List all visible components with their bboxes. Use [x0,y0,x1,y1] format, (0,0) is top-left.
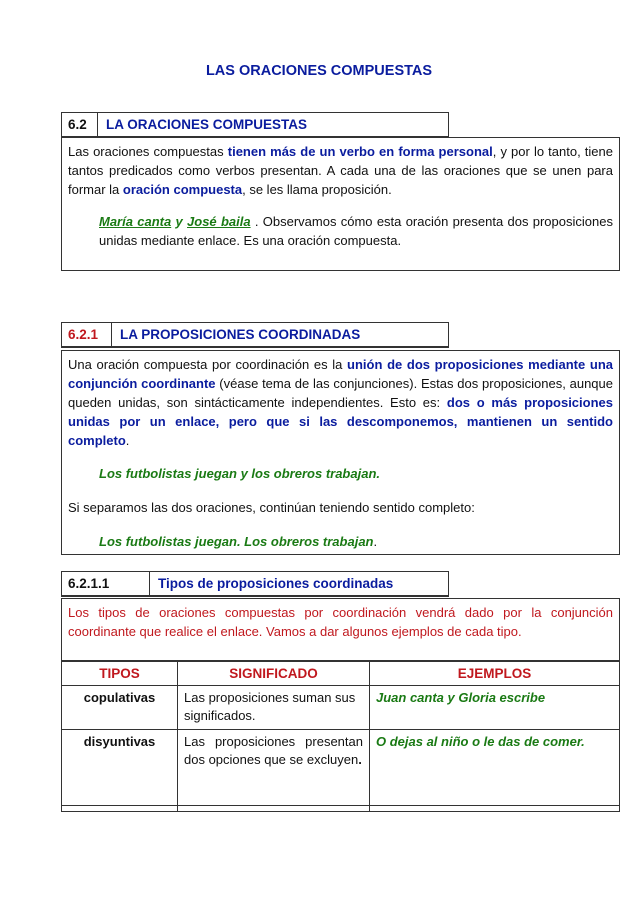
section-number: 6.2.1 [62,323,112,346]
table-row [62,686,620,730]
table-cell: Las proposiciones suman sus significados. [178,686,370,730]
section-header-6-2 [61,112,449,138]
table-row [62,730,620,806]
table-row [62,806,620,812]
section-header-6-2-1-1 [61,571,449,597]
paragraph-2: Si separamos las dos oraciones, continúan teniendo sentido completo: [68,500,475,515]
section-body-6-2-1-1 [61,598,620,661]
example-1: Los futbolistas juegan y los obreros trabajan. [99,466,380,481]
example-2: Los futbolistas juegan. Los obreros trabajan. [99,534,378,549]
paragraph: Una oración compuesta por coordinación es la unión de dos proposiciones mediante una conjunción coordinante (véase tema de las conjunciones). Estas dos proposiciones, aunque queden unidas, son sintácticamente independientes. Esto es: dos o más proposiciones unidas por un enlace, pero que si las descomponemos, mantienen un sentido completo. [68,357,614,448]
coordination-table [61,661,620,812]
section-number: 6.2 [62,113,98,136]
column-header: SIGNIFICADO [178,662,370,686]
table-cell: disyuntivas [62,730,178,806]
section-title: Tipos de proposiciones coordinadas [158,576,394,591]
table-cell: Las proposiciones presentan dos opciones que se excluyen. [178,730,370,806]
column-header: TIPOS [62,662,178,686]
section-title: LA ORACIONES COMPUESTAS [106,117,308,132]
section-title: LA PROPOSICIONES COORDINADAS [120,327,361,342]
section-number: 6.2.1.1 [62,572,150,595]
table-cell: Juan canta y Gloria escribe [370,686,620,730]
section-body-6-2 [61,137,620,271]
page-title: LAS ORACIONES COMPUESTAS [205,63,433,79]
paragraph: Las oraciones compuestas tienen más de un verbo en forma personal, y por lo tanto, tiene tantos predicados como verbos presentan. A cada una de las oraciones que se unen para formar la oración compuesta, se les llama proposición. [68,144,614,197]
paragraph: Los tipos de oraciones compuestas por coordinación vendrá dado por la conjunción coordinante que realice el enlace. Vamos a dar algunos ejemplos de cada tipo. [68,605,613,639]
column-header: EJEMPLOS [370,662,620,686]
example-paragraph: María canta y José baila . Observamos cómo esta oración presenta dos proposiciones unidas mediante enlace. Es una oración compuesta. [99,214,613,248]
table-header-row [62,662,620,686]
table-cell: O dejas al niño o le das de comer. [370,730,620,806]
section-header-6-2-1 [61,322,449,348]
table-cell: copulativas [62,686,178,730]
section-body-6-2-1 [61,350,620,555]
